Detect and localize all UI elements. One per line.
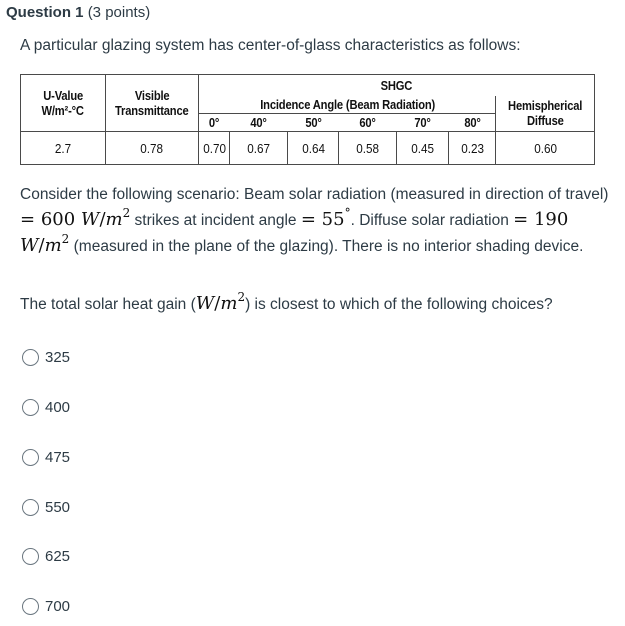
- radio-button[interactable]: [22, 499, 39, 516]
- hemi-header-cell: [496, 96, 595, 132]
- vt-header-line2: Transmittance: [115, 103, 189, 118]
- question-prompt: The total solar heat gain $(W/m^2)$ is closest to which of the following choices?: [20, 290, 553, 314]
- hemi-header-line2: Diffuse: [526, 113, 564, 129]
- angle-header: 50°: [304, 115, 322, 130]
- incidence-header-cell: [199, 96, 496, 114]
- angle-header: 40°: [250, 115, 267, 130]
- vt-header-cell: [105, 75, 198, 132]
- angle-eq-math: = 55°: [300, 206, 351, 230]
- diffuse-eq-math: = 190 $W/m^2$: [20, 209, 569, 256]
- unit-math: $W/m^2$: [195, 290, 246, 314]
- question-header: [6, 4, 150, 21]
- uvalue-header: U-Value: [43, 88, 83, 103]
- choice-325[interactable]: [22, 349, 70, 366]
- question-intro: A particular glazing system has center-of-glass characteristics as follows:: [20, 37, 521, 54]
- uvalue-unit: W/m²-°C: [41, 103, 85, 118]
- hemi-header-line1: Hemispherical: [508, 98, 583, 114]
- vt-header-line1: Visible: [134, 88, 170, 103]
- shgc-header-cell: [199, 75, 595, 96]
- scenario-text: Consider the following scenario: Beam solar radiation (measured in direction of travel) = 600 $W/m^2$ strikes at incident angle = 55°. Diffuse solar radiation = 190 $W/m^2$ (measured in the plane of the glazing). There is no interior shading device.: [20, 186, 609, 256]
- radio-button[interactable]: [22, 548, 39, 565]
- choice-label[interactable]: 325: [45, 349, 71, 366]
- hemi-cell: 0.60: [496, 132, 595, 165]
- angle-header: 0°: [199, 114, 230, 132]
- radio-button[interactable]: [22, 399, 39, 416]
- vt-cell: 0.78: [105, 132, 198, 165]
- glazing-table: [20, 74, 595, 165]
- question-title: Question 1: [6, 4, 84, 21]
- shgc-cell: 0.70: [199, 132, 230, 165]
- angle-header: 80°: [463, 115, 481, 130]
- angle-header: 70°: [414, 115, 431, 130]
- question-points: (3 points): [87, 4, 151, 21]
- shgc-cell: 0.58: [339, 132, 397, 165]
- choice-700[interactable]: [22, 598, 70, 615]
- choice-label[interactable]: 400: [45, 399, 71, 416]
- shgc-cell: 0.64: [288, 132, 339, 165]
- choice-625[interactable]: [22, 548, 70, 565]
- uvalue-header-cell: [21, 75, 106, 132]
- beam-eq-math: = 600 $W/m^2$: [20, 206, 131, 230]
- shgc-header: SHGC: [380, 77, 413, 93]
- shgc-cell: 0.23: [449, 132, 496, 165]
- choice-475[interactable]: [22, 449, 70, 466]
- shgc-cell: 0.45: [396, 132, 448, 165]
- shgc-cell: 0.67: [230, 132, 288, 165]
- radio-button[interactable]: [22, 349, 39, 366]
- radio-button[interactable]: [22, 449, 39, 466]
- choice-label[interactable]: 550: [45, 499, 71, 516]
- choice-label[interactable]: 625: [45, 548, 71, 565]
- choice-550[interactable]: [22, 499, 70, 516]
- angle-header: 60°: [359, 115, 376, 130]
- choice-label[interactable]: 475: [45, 449, 71, 466]
- choice-400[interactable]: [22, 399, 70, 416]
- incidence-header: Incidence Angle (Beam Radiation): [259, 96, 435, 112]
- choice-label[interactable]: 700: [45, 598, 71, 615]
- uvalue-cell: 2.7: [21, 132, 106, 165]
- radio-button[interactable]: [22, 598, 39, 615]
